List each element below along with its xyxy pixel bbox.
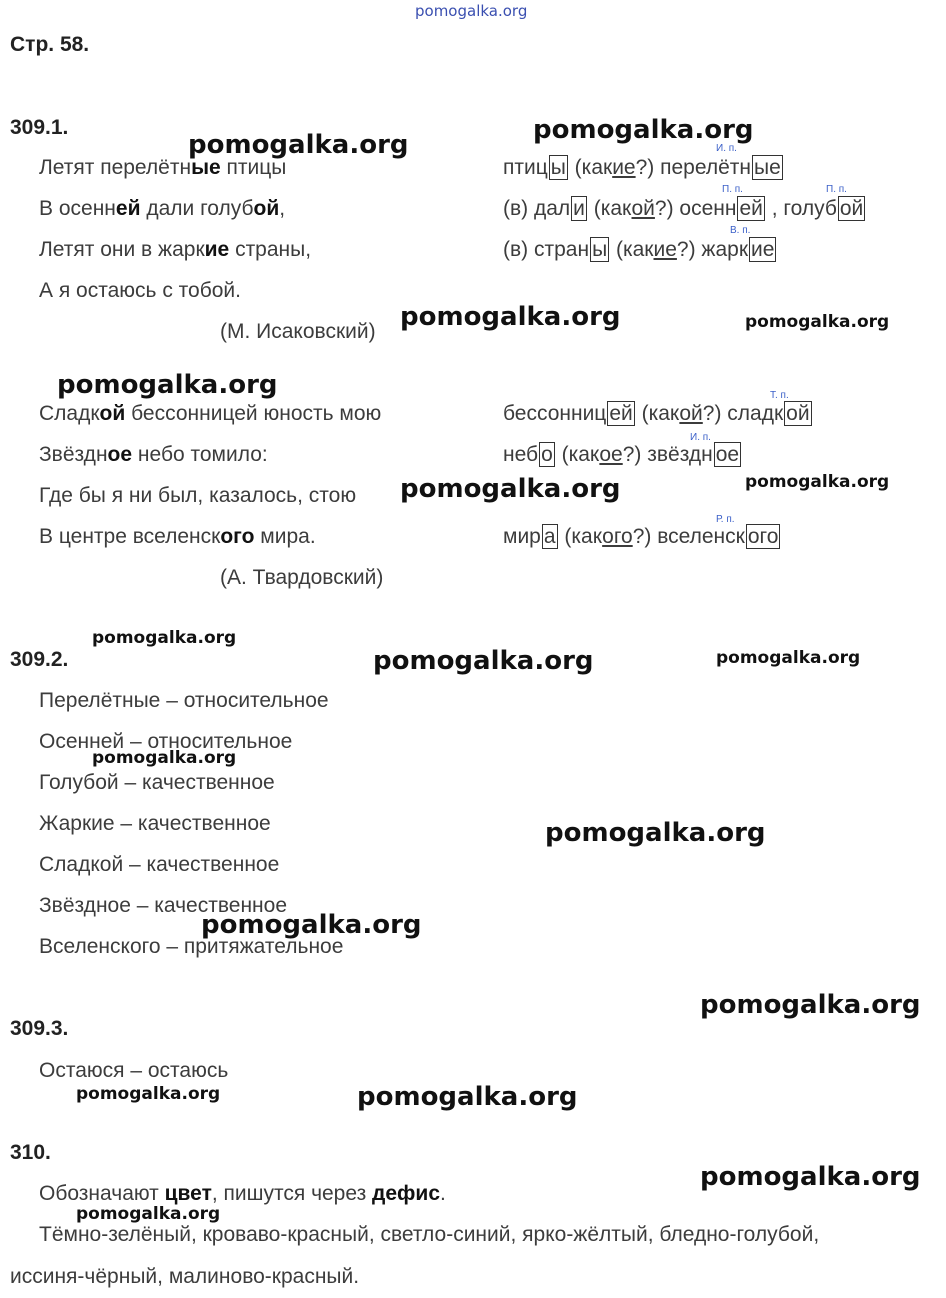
answer-line: Тёмно-зелёный, кроваво-красный, светло-синий, ярко-жёлтый, бледно-голубой, (39, 1223, 820, 1246)
watermark-text: pomogalka.org (400, 302, 621, 332)
case-tag: П. п. (722, 184, 743, 195)
watermark-text: pomogalka.org (201, 910, 422, 940)
watermark-text: pomogalka.org (92, 748, 237, 768)
watermark-top: pomogalka.org (415, 2, 528, 20)
analysis2-line1: бессонниц ей (какой?) сладк ой (503, 402, 810, 425)
poem2-line1: Сладкой бессонницей юность мою (39, 402, 382, 425)
heading-309-1: 309.1. (10, 116, 69, 139)
heading-309-2: 309.2. (10, 648, 69, 671)
case-tag: И. п. (690, 432, 711, 443)
watermark-text: pomogalka.org (373, 646, 594, 676)
poem2-line3: Где бы я ни был, казалось, стою (39, 484, 357, 507)
page-reference: Стр. 58. (10, 33, 90, 56)
classification-line: Звёздное – качественное (39, 894, 288, 917)
poem1-author: (М. Исаковский) (220, 320, 376, 343)
poem1-line3: Летят они в жаркие страны, (39, 238, 312, 261)
classification-line: Вселенского – притяжательное (39, 935, 344, 958)
case-tag: И. п. (716, 143, 737, 154)
answer-line: иссиня-чёрный, малиново-красный. (10, 1265, 360, 1288)
case-tag: Р. п. (716, 514, 735, 525)
poem2-author: (А. Твардовский) (220, 566, 384, 589)
case-tag: Т. п. (770, 390, 789, 401)
analysis1-line3: (в) стран ы (какие?) жарк ие (503, 238, 775, 261)
classification-line: Осенней – относительное (39, 730, 293, 753)
heading-309-3: 309.3. (10, 1017, 69, 1040)
watermark-text: pomogalka.org (76, 1084, 221, 1104)
classification-line: Голубой – качественное (39, 771, 275, 794)
watermark-text: pomogalka.org (188, 130, 409, 160)
watermark-text: pomogalka.org (92, 628, 237, 648)
analysis2-line2: неб о (какое?) звёздн ое (503, 443, 740, 466)
poem1-line1: Летят перелётные птицы (39, 156, 287, 179)
watermark-text: pomogalka.org (357, 1082, 578, 1112)
answer-line: Обозначают цвет, пишутся через дефис. (39, 1182, 446, 1205)
analysis1-line2: (в) дал и (какой?) осенн ей , голуб ой (503, 197, 864, 220)
poem1-line4: А я остаюсь с тобой. (39, 279, 241, 302)
case-tag: П. п. (826, 184, 847, 195)
watermark-text: pomogalka.org (400, 474, 621, 504)
classification-line: Жаркие – качественное (39, 812, 271, 835)
watermark-text: pomogalka.org (745, 472, 890, 492)
case-tag: В. п. (730, 225, 751, 236)
classification-line: Сладкой – качественное (39, 853, 280, 876)
heading-310: 310. (10, 1141, 51, 1164)
watermark-text: pomogalka.org (700, 990, 921, 1020)
poem1-line2: В осенней дали голубой, (39, 197, 286, 220)
answer-line: Остаюся – остаюсь (39, 1059, 229, 1082)
watermark-text: pomogalka.org (76, 1204, 221, 1224)
watermark-text: pomogalka.org (545, 818, 766, 848)
watermark-text: pomogalka.org (57, 370, 278, 400)
analysis1-line1: птиц ы (какие?) перелётн ые (503, 156, 781, 179)
poem2-line4: В центре вселенского мира. (39, 525, 316, 548)
classification-line: Перелётные – относительное (39, 689, 329, 712)
watermark-text: pomogalka.org (716, 648, 861, 668)
watermark-text: pomogalka.org (745, 312, 890, 332)
analysis2-line3: мир а (какого?) вселенск ого (503, 525, 779, 548)
watermark-text: pomogalka.org (700, 1162, 921, 1192)
poem2-line2: Звёздное небо томило: (39, 443, 268, 466)
watermark-text: pomogalka.org (533, 115, 754, 145)
